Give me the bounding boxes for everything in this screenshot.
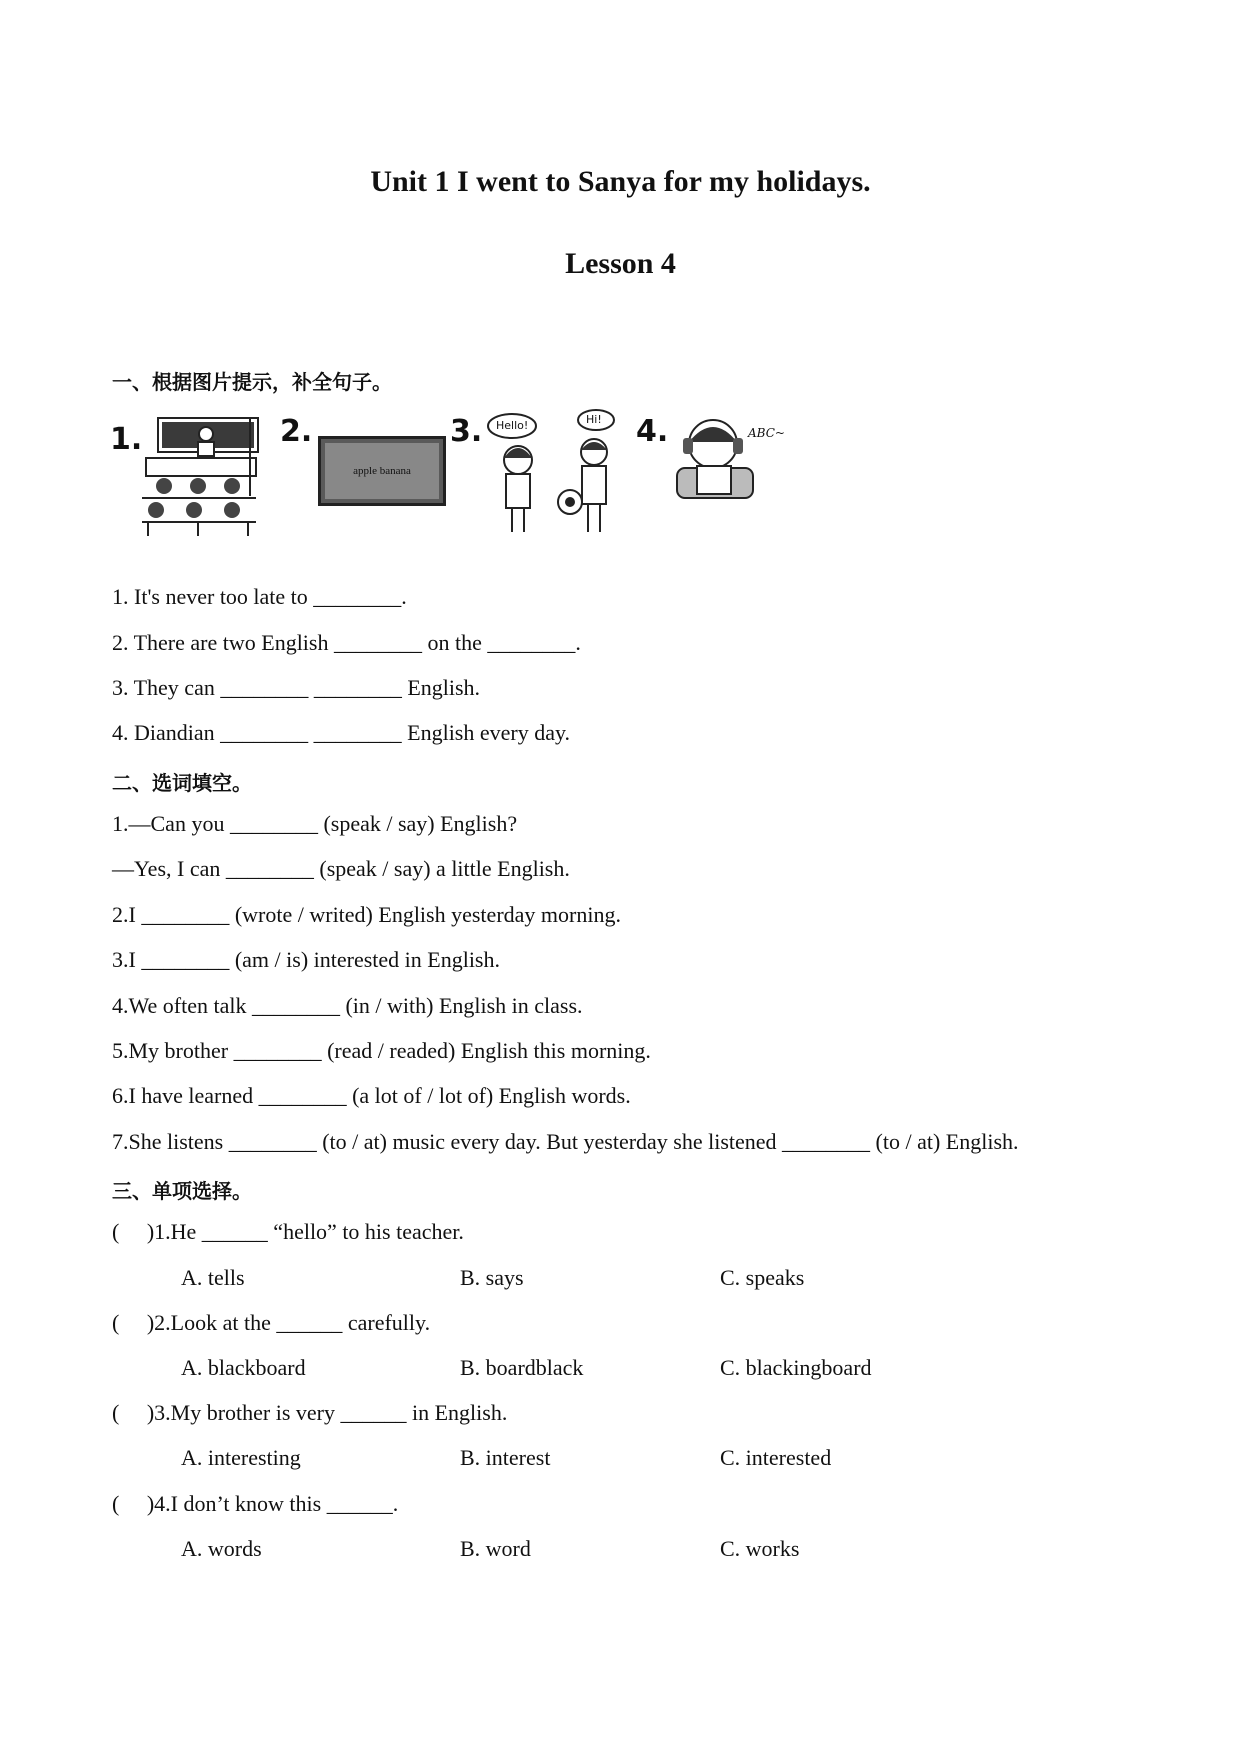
fill-sentence-2: 2. There are two English ________ on the ________.: [112, 630, 581, 655]
choice-1-option-b: B. says: [460, 1265, 524, 1290]
section-3-heading: 三、单项选择。: [112, 1179, 252, 1203]
lesson-title: Lesson 4: [565, 247, 676, 280]
word-choice-7: 7.She listens ________ (to / at) music every day. But yesterday she listened ________ (to / at) English.: [112, 1129, 1019, 1154]
word-choice-1: 1.—Can you ________ (speak / say) English?: [112, 811, 518, 836]
picture-number-3: 3.: [450, 414, 483, 449]
speech-bubble-hi: Hi!: [586, 413, 602, 426]
word-choice-5: 5.My brother ________ (read / readed) English this morning.: [112, 1038, 651, 1063]
speech-bubble-hello: Hello!: [496, 419, 529, 432]
girl-listening-illustration: [673, 408, 773, 508]
classroom-illustration: [138, 416, 268, 538]
choice-1-option-a: A. tells: [181, 1265, 245, 1290]
choice-question-2: ( )2.Look at the ______ carefully.: [112, 1310, 431, 1335]
word-choice-1-reply: —Yes, I can ________ (speak / say) a little English.: [112, 856, 570, 881]
picture-prompts: [108, 408, 788, 538]
choice-3-option-b: B. interest: [460, 1445, 551, 1470]
choice-question-1: ( )1.He ______ “hello” to his teacher.: [112, 1219, 464, 1244]
choice-4-option-c: C. works: [720, 1536, 800, 1561]
section-2-heading: 二、选词填空。: [112, 771, 252, 795]
choice-3-option-c: C. interested: [720, 1445, 832, 1470]
word-choice-3: 3.I ________ (am / is) interested in English.: [112, 947, 500, 972]
fill-sentence-1: 1. It's never too late to ________.: [112, 584, 407, 609]
choice-question-4: ( )4.I don’t know this ______.: [112, 1491, 399, 1516]
picture-number-1: 1.: [110, 422, 143, 457]
choice-4-option-b: B. word: [460, 1536, 531, 1561]
choice-4-option-a: A. words: [181, 1536, 262, 1561]
blackboard-text: apple banana: [325, 443, 439, 499]
blackboard-illustration: [318, 436, 446, 506]
abc-singing-text: ABC~: [748, 426, 785, 440]
section-1-heading: 一、根据图片提示，补全句子。: [112, 370, 392, 394]
word-choice-4: 4.We often talk ________ (in / with) English in class.: [112, 993, 583, 1018]
choice-2-option-a: A. blackboard: [181, 1355, 306, 1380]
word-choice-6: 6.I have learned ________ (a lot of / lot of) English words.: [112, 1083, 631, 1108]
word-choice-2: 2.I ________ (wrote / writed) English yesterday morning.: [112, 902, 621, 927]
worksheet-title: Unit 1 I went to Sanya for my holidays.: [370, 165, 871, 198]
choice-2-option-c: C. blackingboard: [720, 1355, 872, 1380]
choice-1-option-c: C. speaks: [720, 1265, 805, 1290]
fill-sentence-4: 4. Diandian ________ ________ English every day.: [112, 720, 571, 745]
choice-2-option-b: B. boardblack: [460, 1355, 584, 1380]
picture-number-4: 4.: [636, 414, 669, 449]
choice-3-option-a: A. interesting: [181, 1445, 301, 1470]
fill-sentence-3: 3. They can ________ ________ English.: [112, 675, 481, 700]
choice-question-3: ( )3.My brother is very ______ in English.: [112, 1400, 508, 1425]
picture-number-2: 2.: [280, 414, 313, 449]
